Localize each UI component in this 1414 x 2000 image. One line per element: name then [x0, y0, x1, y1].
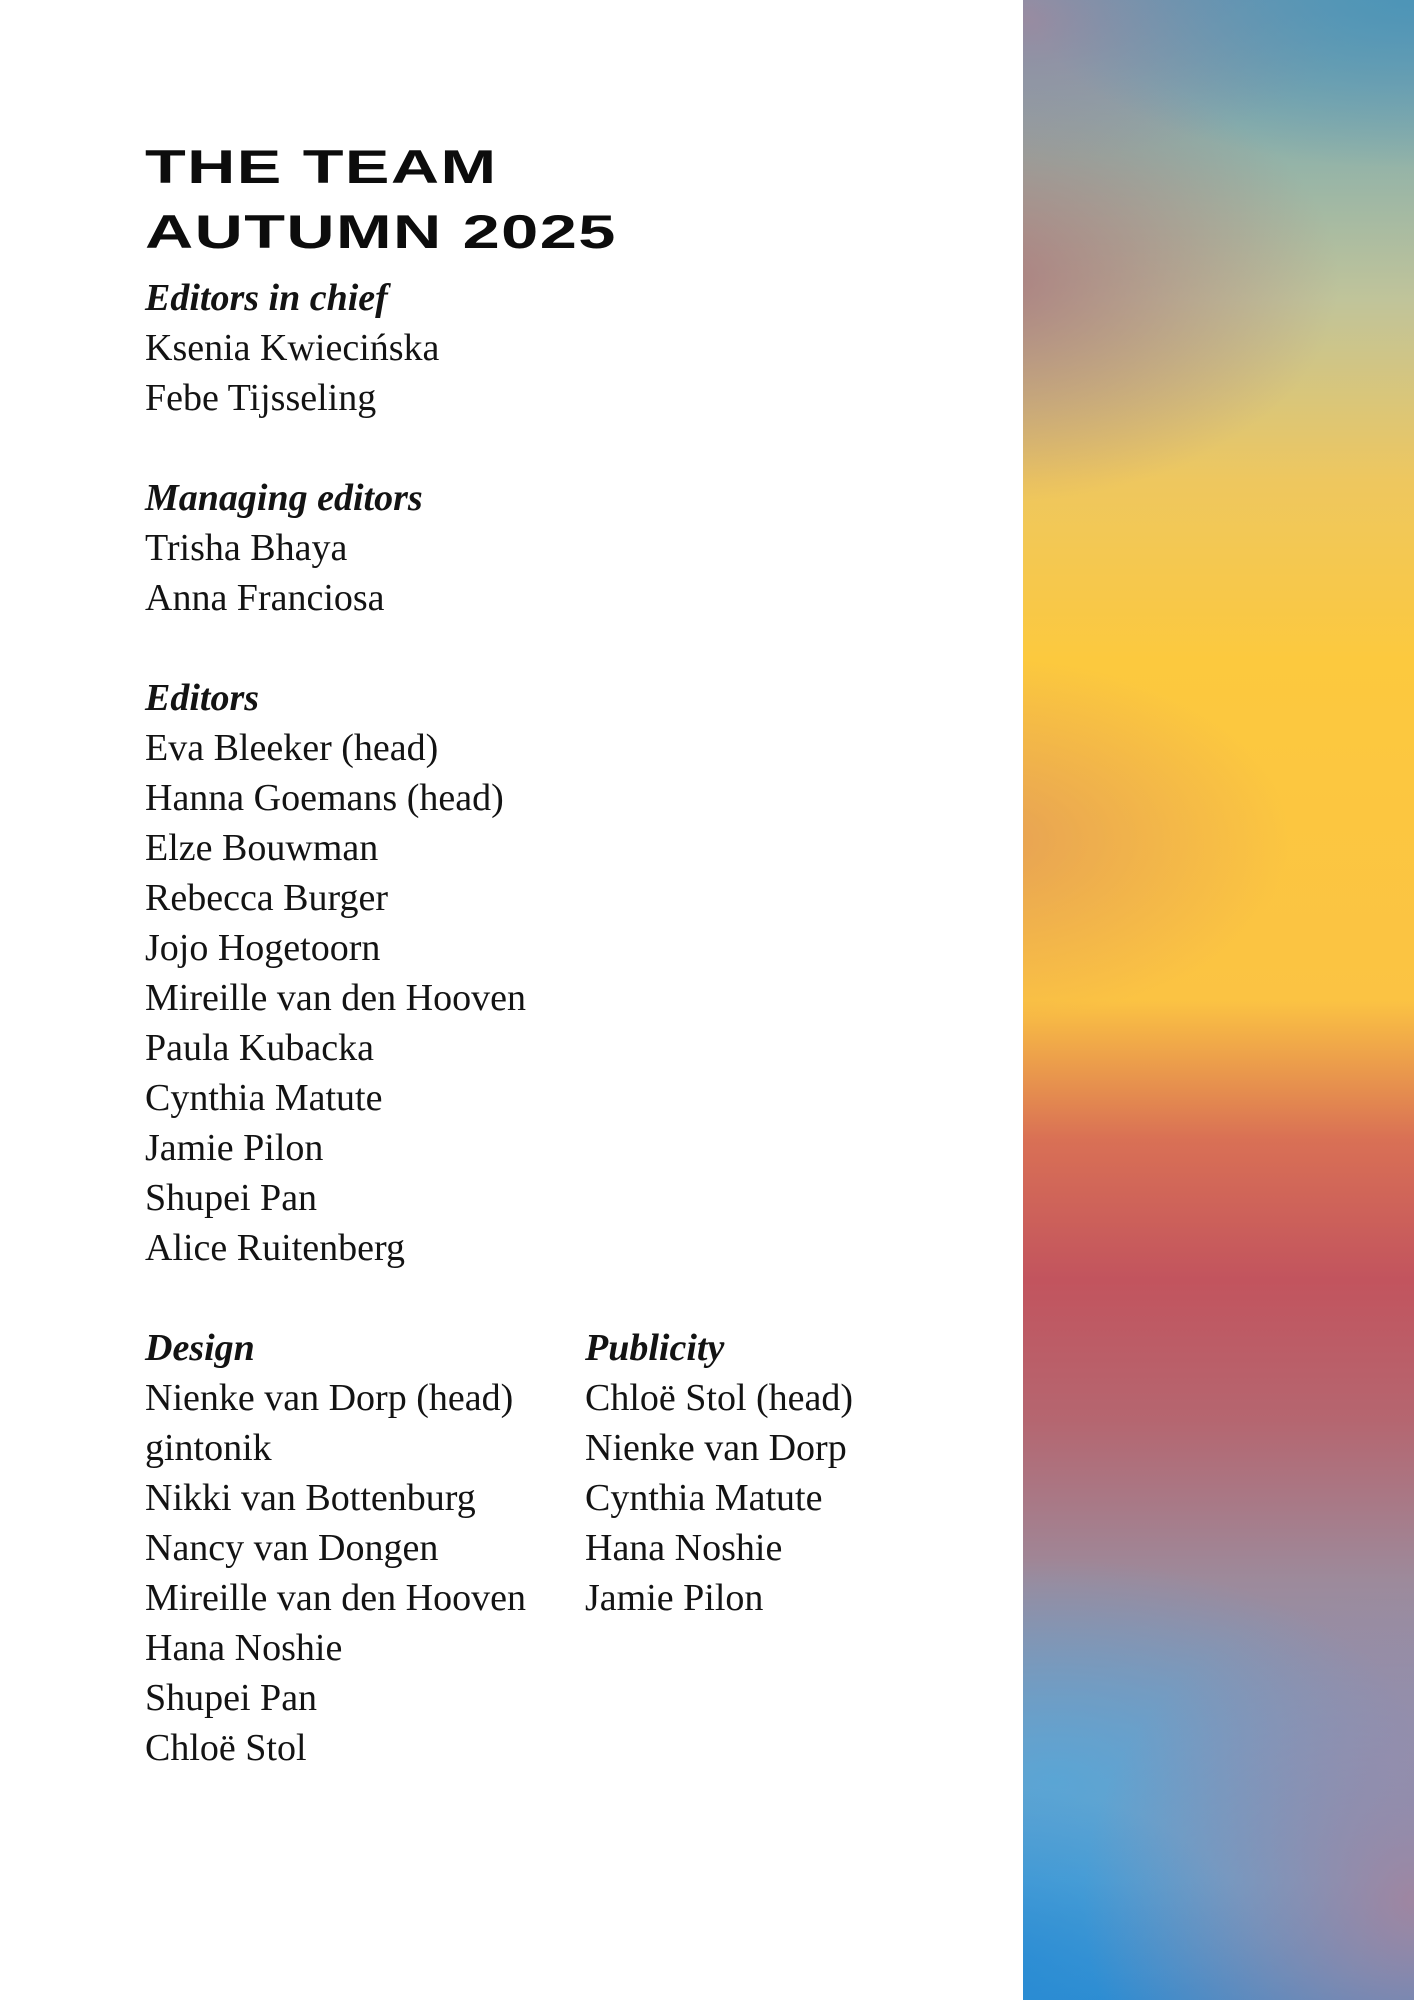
section-publicity [585, 1323, 965, 1623]
member-name: Alice Ruitenberg [145, 1227, 405, 1269]
member-name: Shupei Pan [145, 1677, 318, 1719]
section-editors-in-chief [145, 273, 605, 423]
member-name: Jojo Hogetoorn [145, 927, 381, 969]
section-header-design: Design [145, 1327, 255, 1369]
member-name: Ksenia Kwiecińska [145, 327, 440, 369]
member-name: Jamie Pilon [585, 1577, 764, 1619]
section-header-editors-in-chief: Editors in chief [145, 277, 388, 319]
member-name: Paula Kubacka [145, 1027, 374, 1069]
member-name: Hanna Goemans (head) [145, 777, 504, 819]
section-design [145, 1323, 605, 1773]
member-name: Anna Franciosa [145, 577, 385, 619]
member-name: Trisha Bhaya [145, 527, 348, 569]
member-name: Nienke van Dorp [585, 1427, 847, 1469]
page-title-line-2: AUTUMN 2025 [145, 205, 617, 258]
member-name: Febe Tijsseling [145, 377, 377, 419]
section-header-managing-editors: Managing editors [145, 477, 423, 519]
member-name: Nancy van Dongen [145, 1527, 439, 1569]
section-editors [145, 673, 605, 1273]
member-name: Nienke van Dorp (head) [145, 1377, 514, 1419]
member-name: Chloë Stol [145, 1727, 307, 1769]
member-name: Cynthia Matute [585, 1477, 823, 1519]
publicity-column [585, 1323, 965, 1623]
member-name: Jamie Pilon [145, 1127, 324, 1169]
member-name: Eva Bleeker (head) [145, 727, 439, 769]
member-name: Shupei Pan [145, 1177, 318, 1219]
member-name: Cynthia Matute [145, 1077, 383, 1119]
section-header-publicity: Publicity [585, 1327, 725, 1369]
member-name: Hana Noshie [145, 1627, 343, 1669]
gradient-artwork [1023, 0, 1414, 2000]
section-managing-editors [145, 473, 605, 623]
page-title-line-1: THE TEAM [145, 140, 498, 193]
page-title [145, 134, 617, 264]
section-header-editors: Editors [145, 677, 260, 719]
member-name: Elze Bouwman [145, 827, 379, 869]
member-name: Nikki van Bottenburg [145, 1477, 476, 1519]
member-name: Chloë Stol (head) [585, 1377, 854, 1419]
member-name: Hana Noshie [585, 1527, 783, 1569]
member-name: Mireille van den Hooven [145, 1577, 526, 1619]
member-name: Rebecca Burger [145, 877, 389, 919]
member-name: gintonik [145, 1427, 272, 1469]
left-column [145, 273, 605, 1773]
member-name: Mireille van den Hooven [145, 977, 526, 1019]
